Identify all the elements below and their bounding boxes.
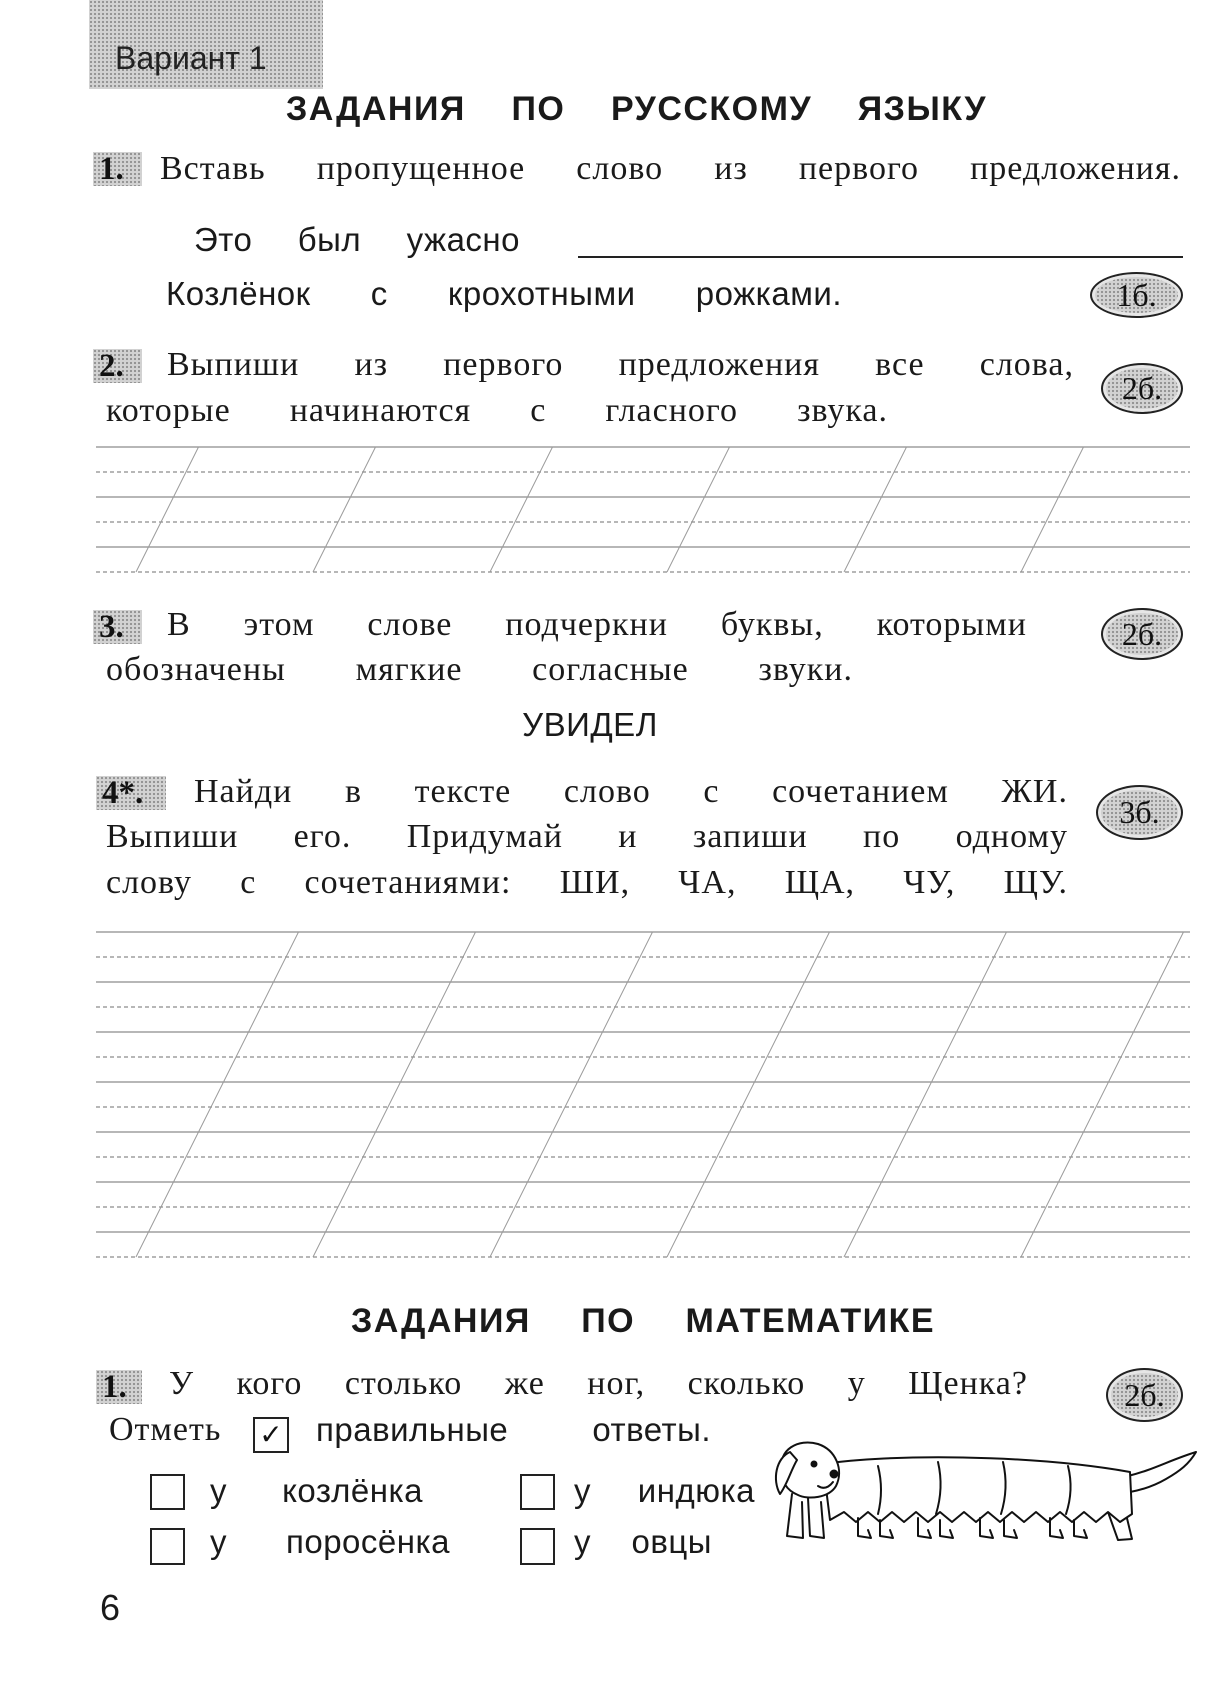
task-number-badge: 2. <box>93 349 142 383</box>
slant-line <box>844 932 1007 1257</box>
writing-lines-task4[interactable] <box>96 925 1190 1270</box>
task4-instruction-line: Выпиши его. Придумай и запиши по одному <box>106 818 1068 855</box>
score-badge: 2б. <box>1101 363 1183 414</box>
option-label: у поросёнка <box>210 1523 450 1560</box>
mark-instruction-prefix: Отметь <box>109 1411 222 1448</box>
task2-instruction-line: которые начинаются с гласного звука. <box>106 392 888 429</box>
checkbox-indyuk[interactable] <box>520 1474 555 1510</box>
mark-instruction-suffix: правильные ответы. <box>316 1411 711 1448</box>
task-number-badge: 1. <box>93 152 142 186</box>
slant-line <box>667 447 730 572</box>
option-label: у индюка <box>574 1472 755 1509</box>
check-mark-icon: ✓ <box>259 1418 283 1451</box>
option-label: у козлёнка <box>210 1472 423 1509</box>
slant-line <box>313 932 476 1257</box>
checkbox-ovtsy[interactable] <box>520 1528 555 1565</box>
slant-line <box>667 932 830 1257</box>
slant-line <box>313 447 376 572</box>
variant-label: Вариант 1 <box>89 0 323 89</box>
task-number-badge: 4*. <box>96 776 166 810</box>
slant-line <box>490 932 653 1257</box>
task4-instruction-line: Найди в тексте слово с сочетанием ЖИ. <box>194 773 1068 810</box>
task1-answer-blank[interactable] <box>578 256 1183 258</box>
russian-section-title: ЗАДАНИЯ ПО РУССКОМУ ЯЗЫКУ <box>286 90 987 128</box>
task1-sentence-end: Козлёнок с крохотными рожками. <box>166 275 842 312</box>
task-number-badge: 3. <box>93 610 142 644</box>
math-section-title: ЗАДАНИЯ ПО МАТЕМАТИКЕ <box>351 1302 935 1340</box>
score-badge: 2б. <box>1106 1368 1183 1422</box>
slant-line <box>1021 447 1084 572</box>
score-badge: 1б. <box>1090 272 1183 318</box>
slant-line <box>1021 932 1184 1257</box>
option-label: у овцы <box>574 1523 712 1560</box>
puppy-illustration-icon <box>768 1440 1201 1548</box>
task1-instruction: Вставь пропущенное слово из первого предложения. <box>160 150 1181 187</box>
slant-line <box>844 447 907 572</box>
score-badge: 3б. <box>1096 785 1183 840</box>
task-number-badge: 1. <box>96 1370 142 1404</box>
slant-line <box>136 447 199 572</box>
checkbox-porosyonok[interactable] <box>150 1528 185 1565</box>
task3-instruction-line: В этом слове подчеркни буквы, которыми <box>167 606 1027 643</box>
task2-instruction-line: Выпиши из первого предложения все слова, <box>167 346 1074 383</box>
task3-word[interactable]: УВИДЕЛ <box>522 706 658 743</box>
checkbox-kozlyonok[interactable] <box>150 1474 185 1510</box>
page-number: 6 <box>100 1587 121 1628</box>
task4-instruction-line: слову с сочетаниями: ШИ, ЧА, ЩА, ЧУ, ЩУ. <box>106 864 1068 901</box>
task3-instruction-line: обозначены мягкие согласные звуки. <box>106 651 853 688</box>
writing-lines-task2[interactable] <box>96 440 1190 580</box>
math-task1-question: У кого столько же ног, сколько у Щенка? <box>169 1365 1028 1402</box>
score-badge: 2б. <box>1101 608 1183 660</box>
task1-sentence-start: Это был ужасно <box>194 221 520 258</box>
slant-line <box>490 447 553 572</box>
slant-line <box>136 932 299 1257</box>
example-checked-box <box>253 1417 289 1453</box>
